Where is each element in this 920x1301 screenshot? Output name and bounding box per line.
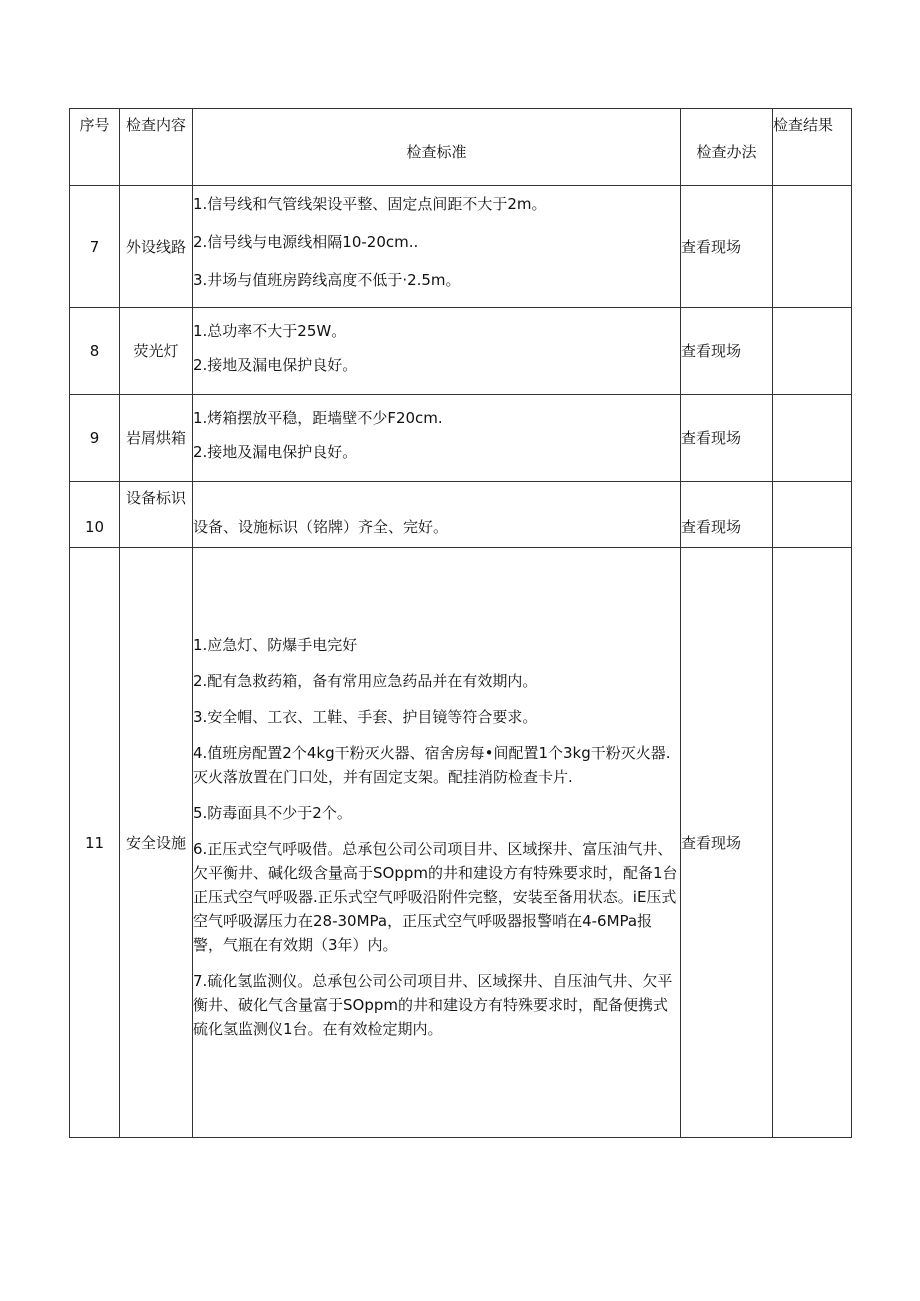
- row-result: [773, 395, 852, 482]
- row-item: 外设线路: [120, 186, 193, 308]
- standard-line: 2.信号线与电源线相隔10-20cm..: [193, 232, 419, 251]
- header-no: 序号: [70, 109, 120, 186]
- row-method: 查看现场: [681, 482, 773, 548]
- row-standard: [193, 548, 681, 1138]
- standard-line: 6.正压式空气呼吸借。总承包公司公司项目井、区域探井、富压油气井、欠平衡井、碱化级含量高于SOppm的井和建设方有特殊要求时，配备1台正压式空气呼吸器.正乐式空气呼吸沿附件完整，安装至备用状态。iE压式空气呼吸潺压力在28-30MPa，正压式空气呼吸器报警哨在4-6MPa报警，气瓶在有效期（3年）内。: [193, 839, 678, 954]
- row-result: [773, 482, 852, 548]
- row-item: 安全设施: [120, 548, 193, 1138]
- header-method: 检查办法: [681, 109, 773, 186]
- standard-line: 1.应急灯、防爆手电完好: [193, 635, 358, 654]
- header-standard: 检查标准: [193, 109, 681, 186]
- table-row: [70, 482, 852, 548]
- standard-line: 5.防毒面具不少于2个。: [193, 803, 352, 822]
- standard-line: 2.接地及漏电保护良好。: [193, 443, 358, 461]
- row-standard: [193, 186, 681, 308]
- row-method: 查看现场: [681, 548, 773, 1138]
- row-no: 8: [70, 308, 120, 395]
- standard-line: 4.值班房配置2个4kg干粉灭火器、宿舍房每•间配置1个3kg干粉灭火器.灭火落放置在门口处，并有固定支架。配挂消防检查卡片.: [193, 743, 671, 786]
- table-row: [70, 395, 852, 482]
- header-row: [70, 109, 852, 186]
- inspection-table: [69, 108, 852, 1138]
- row-no: 9: [70, 395, 120, 482]
- standard-line: 2.接地及漏电保护良好。: [193, 356, 358, 374]
- row-method: 查看现场: [681, 308, 773, 395]
- row-no: 11: [70, 548, 120, 1138]
- row-result: [773, 548, 852, 1138]
- row-method: 查看现场: [681, 395, 773, 482]
- standard-line: 1.信号线和气管线架设平整、固定点间距不大于2m。: [193, 194, 547, 213]
- table-row: [70, 308, 852, 395]
- standard-line: 3.安全帽、工衣、工鞋、手套、护目镜等符合要求。: [193, 707, 538, 726]
- row-result: [773, 186, 852, 308]
- row-item: 设备标识: [120, 482, 193, 548]
- row-method: 查看现场: [681, 186, 773, 308]
- header-result: 检查结果: [773, 109, 852, 186]
- standard-line: 7.硫化氢监测仪。总承包公司公司项目井、区域探井、自压油气井、欠平衡井、破化气含量富于SOppm的井和建设方有特殊要求时，配备便携式硫化氢监测仪1台。在有效检定期内。: [193, 971, 673, 1038]
- table-row: [70, 548, 852, 1138]
- table-row: [70, 186, 852, 308]
- row-item: 岩屑烘箱: [120, 395, 193, 482]
- row-result: [773, 308, 852, 395]
- standard-line: 1.总功率不大于25W。: [193, 322, 347, 340]
- standard-line: 设备、设施标识（铭牌）齐全、完好。: [193, 518, 449, 536]
- row-standard: [193, 395, 681, 482]
- standard-line: 3.井场与值班房跨线高度不低于·2.5m。: [193, 270, 461, 289]
- row-no: 7: [70, 186, 120, 308]
- row-item: 荧光灯: [120, 308, 193, 395]
- standard-line: 1.烤箱摆放平稳，距墙壁不少F20cm.: [193, 409, 443, 427]
- standard-line: 2.配有急救药箱，备有常用应急药品并在有效期内。: [193, 671, 538, 690]
- header-item: 检查内容: [120, 109, 193, 186]
- row-standard: [193, 308, 681, 395]
- row-standard: [193, 482, 681, 548]
- row-no: 10: [70, 482, 120, 548]
